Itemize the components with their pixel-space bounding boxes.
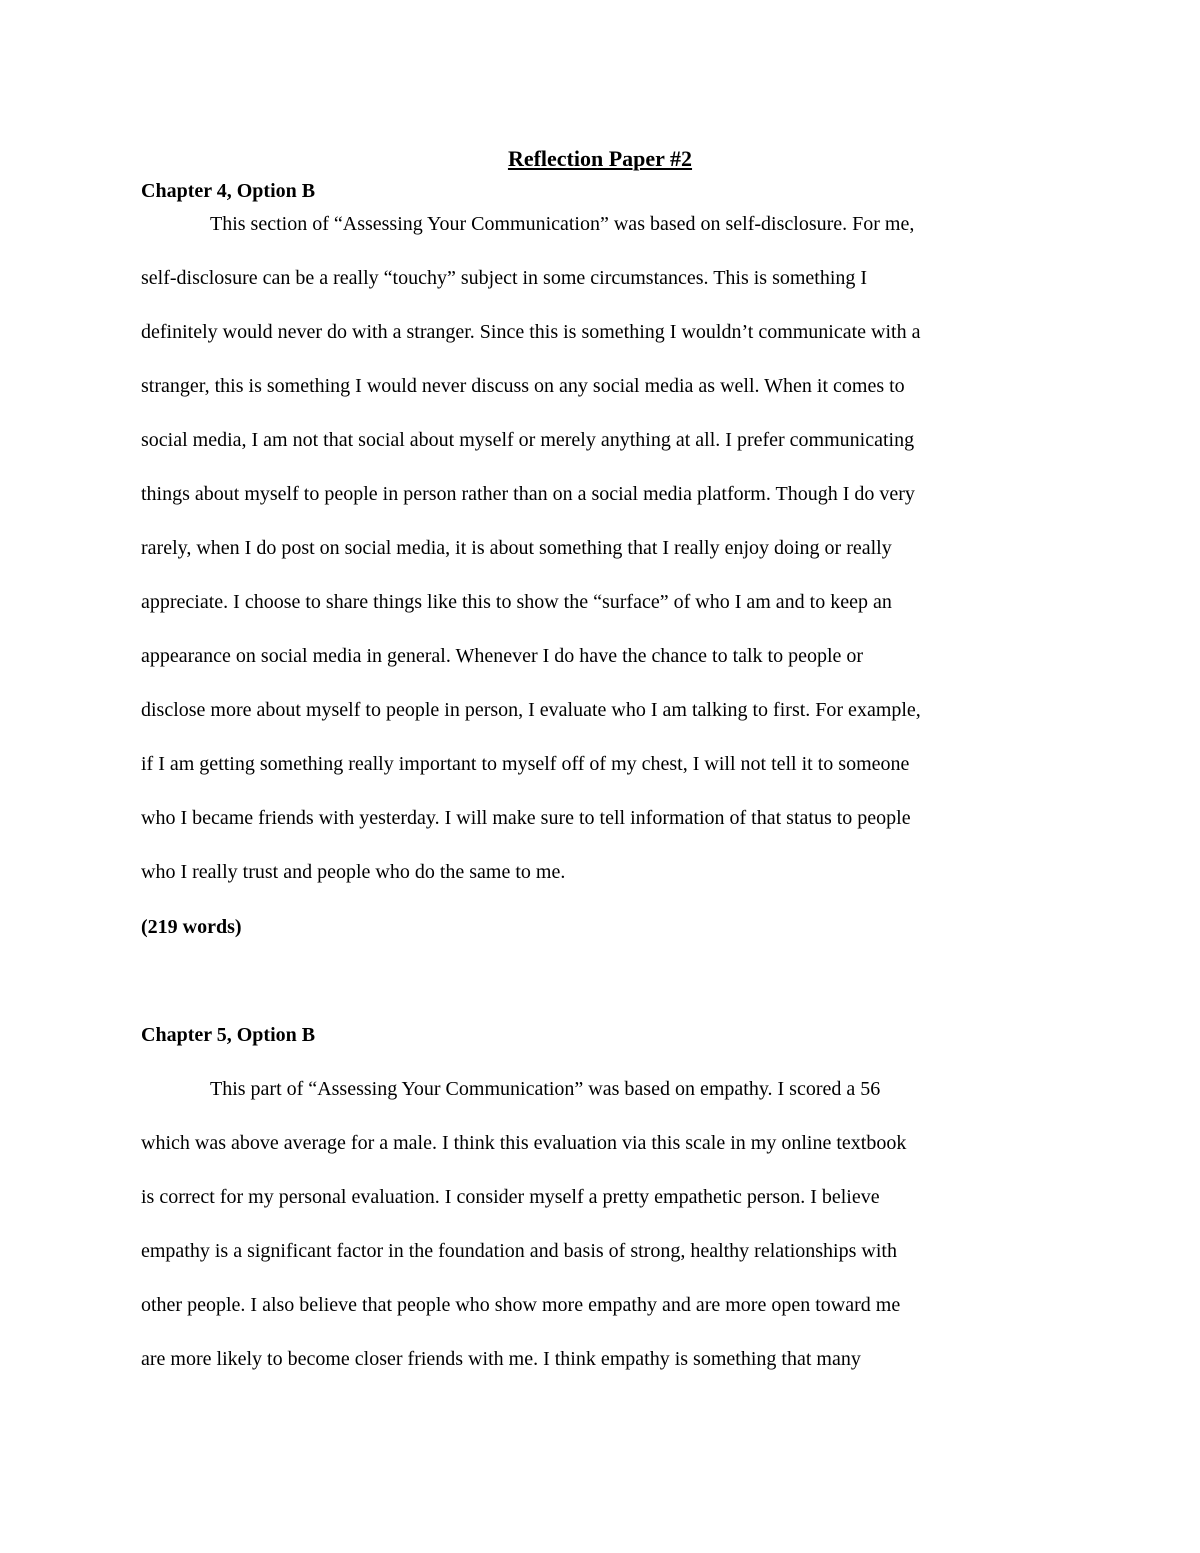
- page-title: Reflection Paper #2: [507, 146, 693, 171]
- paragraph-line: This part of “Assessing Your Communication” was based on empathy. I scored a 56: [210, 1078, 881, 1100]
- paragraph-line: who I really trust and people who do the same to me.: [141, 861, 566, 883]
- paragraph-line: appreciate. I choose to share things like this to show the “surface” of who I am and to keep an: [141, 591, 892, 613]
- paragraph-line: self-disclosure can be a really “touchy” subject in some circumstances. This is something I: [141, 267, 868, 289]
- paragraph-line: are more likely to become closer friends with me. I think empathy is something that many: [141, 1348, 861, 1370]
- paragraph-line: appearance on social media in general. Whenever I do have the chance to talk to people or: [141, 645, 864, 667]
- paragraph-line: This section of “Assessing Your Communication” was based on self-disclosure. For me,: [210, 213, 915, 235]
- paragraph-line: things about myself to people in person rather than on a social media platform. Though I do very: [141, 483, 915, 505]
- paragraph-line: social media, I am not that social about myself or merely anything at all. I prefer communicating: [141, 429, 915, 451]
- section-heading-chapter-5: Chapter 5, Option B: [141, 1024, 316, 1046]
- paragraph-line: is correct for my personal evaluation. I consider myself a pretty empathetic person. I believe: [141, 1186, 880, 1208]
- paragraph-line: rarely, when I do post on social media, it is about something that I really enjoy doing or really: [141, 537, 892, 559]
- paragraph-line: definitely would never do with a stranger. Since this is something I wouldn’t communicate with a: [141, 321, 921, 343]
- paragraph-line: stranger, this is something I would never discuss on any social media as well. When it comes to: [141, 375, 905, 397]
- paragraph-line: who I became friends with yesterday. I will make sure to tell information of that status to people: [141, 807, 911, 829]
- section-heading-chapter-4: Chapter 4, Option B: [141, 180, 316, 202]
- paragraph-line: other people. I also believe that people who show more empathy and are more open toward me: [141, 1294, 901, 1316]
- paragraph-line: if I am getting something really important to myself off of my chest, I will not tell it to someone: [141, 753, 910, 775]
- paragraph-line: empathy is a significant factor in the foundation and basis of strong, healthy relationships with: [141, 1240, 897, 1262]
- word-count: (219 words): [141, 916, 242, 938]
- paragraph-line: disclose more about myself to people in person, I evaluate who I am talking to first. For example,: [141, 699, 921, 721]
- paragraph-line: which was above average for a male. I think this evaluation via this scale in my online textbook: [141, 1132, 907, 1154]
